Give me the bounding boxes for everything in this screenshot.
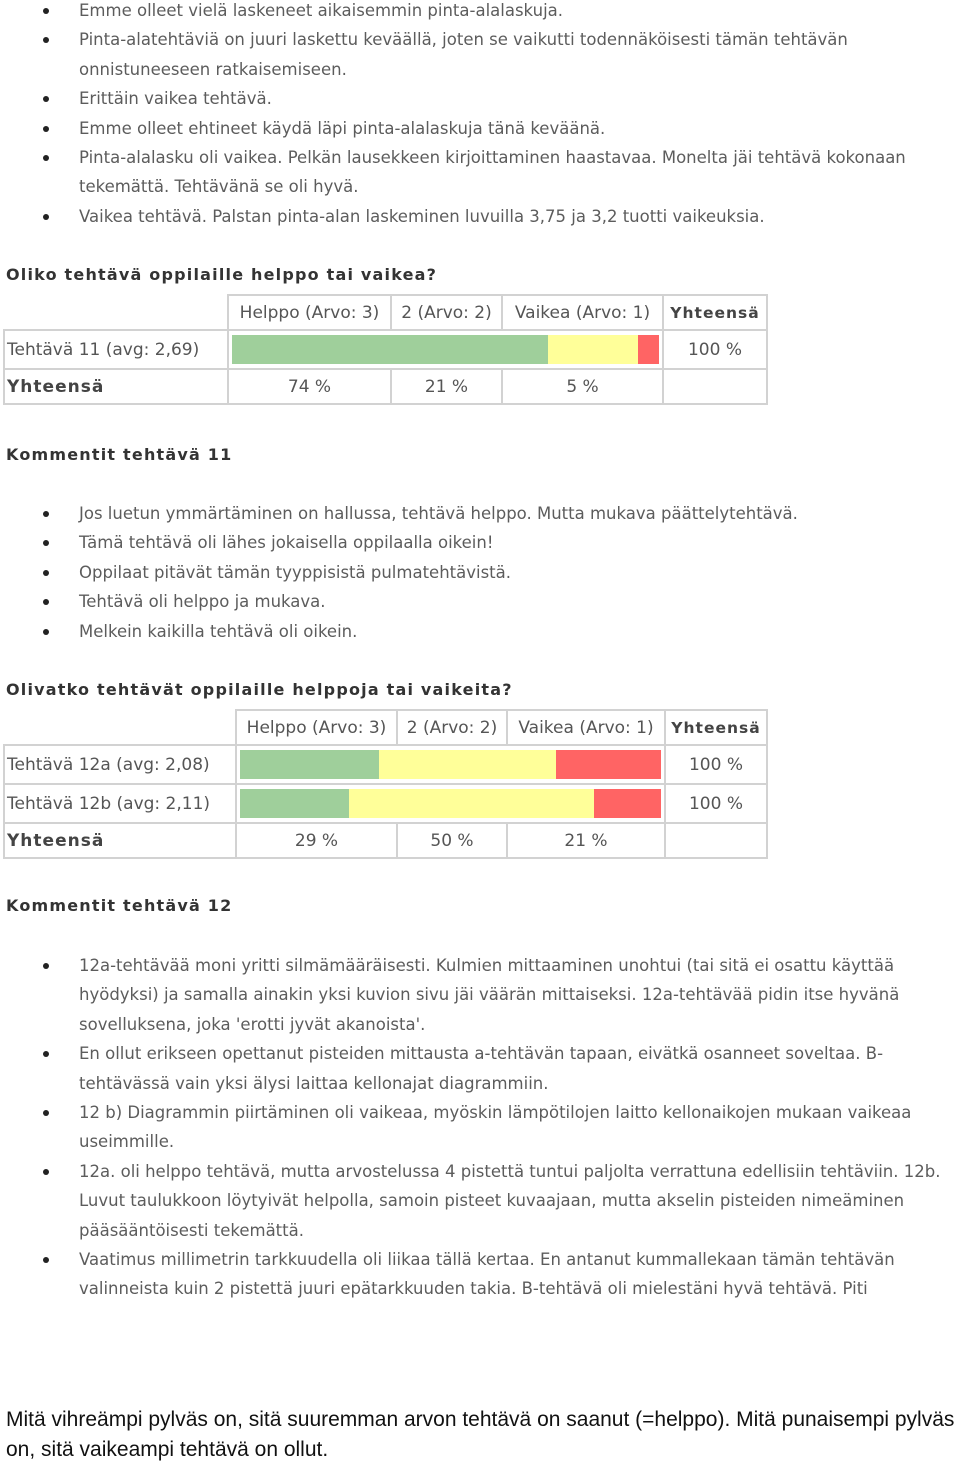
distribution-bar-cell [236,784,665,823]
question-11-heading: Oliko tehtävä oppilaille helppo tai vaikea? [6,265,438,284]
column-header-hard: Vaikea (Arvo: 1) [507,710,665,745]
column-header-total: Yhteensä [663,295,767,330]
list-item: Melkein kaikilla tehtävä oli oikein. [0,617,960,646]
bar-segment-hard [638,335,659,364]
row-label: Tehtävä 12b (avg: 2,11) [4,784,236,823]
question-12-heading: Olivatko tehtävät oppilaille helppoja tai vaikeita? [6,680,513,699]
blank-cell [4,295,228,330]
empty-cell [665,823,767,858]
row-total: 100 % [665,784,767,823]
table-row [4,330,767,369]
totals-row [4,823,767,858]
total-medium: 50 % [397,823,507,858]
row-total: 100 % [663,330,767,369]
column-header-easy: Helppo (Arvo: 3) [228,295,391,330]
bar-segment-hard [594,789,661,818]
list-item: 12 b) Diagrammin piirtäminen oli vaikeaa, myöskin lämpötilojen laitto kellonaikojen mukaan vaikeaa useimmille. [0,1098,960,1157]
table-row [4,745,767,784]
table-row [4,784,767,823]
list-item: 12a. oli helppo tehtävä, mutta arvostelussa 4 pistettä tuntui paljolta verrattuna edellisiin tehtäviin. 12b. Luvut taulukkoon löytyivät helpolla, samoin pisteet kuvaajaan, mutta akselin pisteiden nimeäminen pääsääntöisesti tekemättä. [0,1157,960,1245]
bar-segment-easy [232,335,548,364]
bar-segment-medium [548,335,638,364]
total-easy: 29 % [236,823,397,858]
column-header-easy: Helppo (Arvo: 3) [236,710,397,745]
list-item: Jos luetun ymmärtäminen on hallussa, tehtävä helppo. Mutta mukava päättelytehtävä. [0,499,960,528]
total-hard: 5 % [502,369,663,404]
bar-segment-easy [240,789,349,818]
list-item: Pinta-alatehtäviä on juuri laskettu keväällä, joten se vaikutti todennäköisesti tämän tehtävän onnistuneeseen ratkaisemiseen. [0,25,960,84]
column-header-medium: 2 (Arvo: 2) [391,295,502,330]
distribution-bar [232,335,659,364]
row-label: Tehtävä 12a (avg: 2,08) [4,745,236,784]
table-header-row [4,295,767,330]
totals-label: Yhteensä [4,369,228,404]
list-item: Tämä tehtävä oli lähes jokaisella oppilaalla oikein! [0,528,960,557]
top-comment-list [0,0,960,231]
total-medium: 21 % [391,369,502,404]
distribution-bar-cell [236,745,665,784]
distribution-bar-cell [228,330,663,369]
list-item: Emme olleet vielä laskeneet aikaisemmin pinta-alalaskuja. [0,0,960,25]
comments-11-list [0,499,960,646]
question-11-table [3,294,768,405]
list-item: Oppilaat pitävät tämän tyyppisistä pulmatehtävistä. [0,558,960,587]
table-header-row [4,710,767,745]
empty-cell [663,369,767,404]
total-hard: 21 % [507,823,665,858]
list-item: Vaatimus millimetrin tarkkuudella oli liikaa tällä kertaa. En antanut kummallekaan tämän tehtävän valinneista kuin 2 pistettä juuri epätarkkuuden takia. B-tehtävä oli mielestäni hyvä tehtävä. Piti [0,1245,960,1304]
bar-segment-medium [379,750,556,779]
list-item: 12a-tehtävää moni yritti silmämääräisesti. Kulmien mittaaminen unohtui (tai sitä ei osattu käyttää hyödyksi) ja samalla ainakin yksi kuvion sivu jäi väärän mittaiseksi. 12a-tehtävää pidin itse hyvänä sovelluksena, joka 'erotti jyvät akanoista'. [0,951,960,1039]
blank-cell [4,710,236,745]
bar-segment-easy [240,750,379,779]
bar-segment-hard [556,750,661,779]
comments-11-heading: Kommentit tehtävä 11 [6,445,233,464]
list-item: Tehtävä oli helppo ja mukava. [0,587,960,616]
distribution-bar [240,750,661,779]
question-12-table [3,709,768,859]
list-item: Pinta-alalasku oli vaikea. Pelkän lausekkeen kirjoittaminen haastavaa. Monelta jäi tehtävä kokonaan tekemättä. Tehtävänä se oli hyvä. [0,143,960,202]
totals-label: Yhteensä [4,823,236,858]
row-total: 100 % [665,745,767,784]
list-item: Emme olleet ehtineet käydä läpi pinta-alalaskuja tänä keväänä. [0,114,960,143]
comments-12-list [0,951,960,1304]
column-header-medium: 2 (Arvo: 2) [397,710,507,745]
footer-note: Mitä vihreämpi pylväs on, sitä suuremman arvon tehtävä on saanut (=helppo). Mitä punaisempi pylväs on, sitä vaikeampi tehtävä on ollut. [6,1408,955,1461]
list-item: Erittäin vaikea tehtävä. [0,84,960,113]
total-easy: 74 % [228,369,391,404]
distribution-bar [240,789,661,818]
list-item: Vaikea tehtävä. Palstan pinta-alan laskeminen luvuilla 3,75 ja 3,2 tuotti vaikeuksia. [0,202,960,231]
column-header-total: Yhteensä [665,710,767,745]
column-header-hard: Vaikea (Arvo: 1) [502,295,663,330]
row-label: Tehtävä 11 (avg: 2,69) [4,330,228,369]
totals-row [4,369,767,404]
bar-segment-medium [349,789,593,818]
list-item: En ollut erikseen opettanut pisteiden mittausta a-tehtävän tapaan, eivätkä osanneet soveltaa. B-tehtävässä vain yksi älysi laittaa kellonajat diagrammiin. [0,1039,960,1098]
comments-12-heading: Kommentit tehtävä 12 [6,896,233,915]
